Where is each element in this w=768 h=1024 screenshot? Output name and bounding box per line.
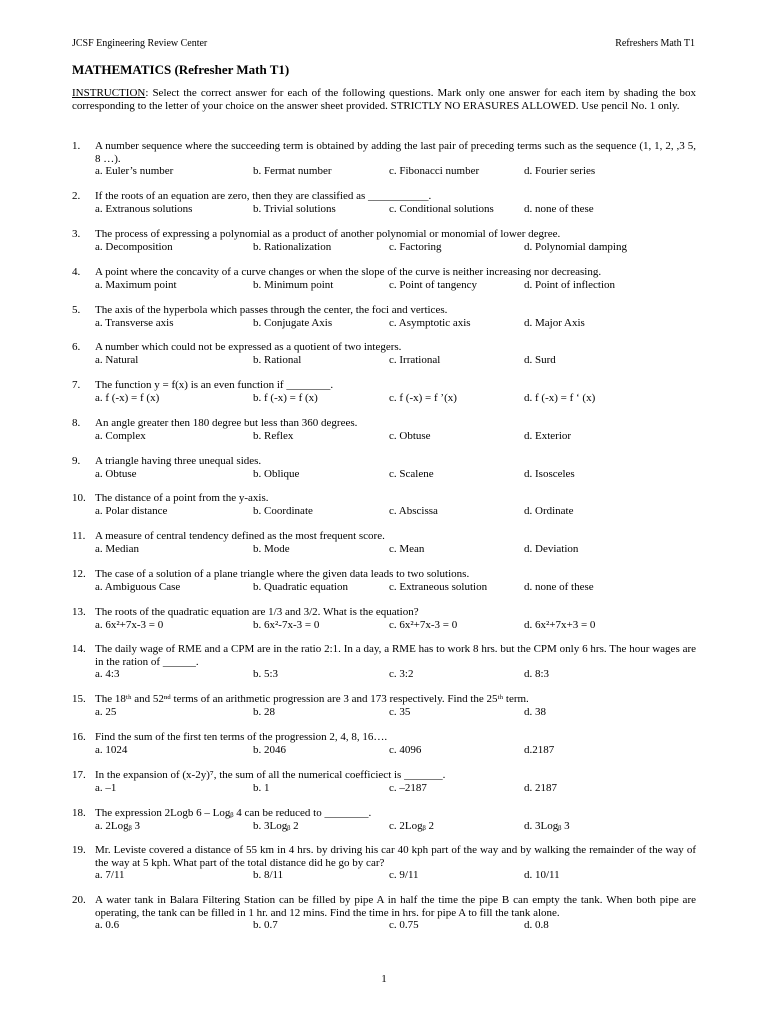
option-d: d. Ordinate bbox=[524, 504, 574, 517]
answer-options bbox=[95, 869, 696, 882]
option-d: d. f (-x) = f ‘ (x) bbox=[524, 391, 596, 404]
answer-options bbox=[95, 317, 696, 330]
question-number: 16. bbox=[72, 731, 86, 743]
page-title: MATHEMATICS (Refresher Math T1) bbox=[72, 62, 290, 77]
option-b: b. 8/11 bbox=[253, 869, 284, 882]
option-d: d. Point of inflection bbox=[524, 278, 616, 291]
question-item bbox=[72, 530, 696, 556]
question-stem: Mr. Leviste covered a distance of 55 km in 4 hrs. by driving his car 40 kph part of the way and by walking the remainder of the way of the way at 5 kph. What part of the total distance did he go by car? bbox=[95, 844, 696, 869]
question-stem: The expression 2Logb 6 – Logᵦ 4 can be reduced to ________. bbox=[95, 807, 372, 819]
option-c: c. –2187 bbox=[389, 781, 427, 794]
answer-options bbox=[95, 543, 696, 556]
answer-options bbox=[95, 203, 696, 216]
question-item bbox=[72, 844, 696, 882]
question-item bbox=[72, 568, 696, 594]
question-number: 4. bbox=[72, 266, 81, 278]
option-a: a. 7/11 bbox=[95, 869, 125, 882]
option-c: c. Extraneous solution bbox=[389, 580, 488, 593]
option-d: d. 0.8 bbox=[524, 919, 549, 932]
question-number: 12. bbox=[72, 568, 86, 580]
instruction-block bbox=[72, 87, 696, 113]
question-stem: A measure of central tendency defined as the most frequent score. bbox=[95, 530, 385, 542]
question-item bbox=[72, 769, 696, 795]
question-item bbox=[72, 492, 696, 518]
question-stem: The daily wage of RME and a CPM are in the ratio 2:1. In a day, a RME has to work 8 hrs. but the CPM only 6 hrs. The hour wages are in the ration of ______. bbox=[95, 643, 696, 668]
answer-options bbox=[95, 241, 696, 254]
question-item bbox=[72, 266, 696, 292]
option-d: d. 3Logᵦ 3 bbox=[524, 819, 570, 832]
question-number: 7. bbox=[72, 379, 81, 391]
question-stem: The 18ᵗʰ and 52ⁿᵈ terms of an arithmetic progression are 3 and 173 respectively. Find the 25ᵗʰ term. bbox=[95, 693, 529, 705]
question-stem: In the expansion of (x-2y)⁷, the sum of all the numerical coefficiect is _______. bbox=[95, 769, 446, 781]
option-b: b. 28 bbox=[253, 705, 275, 718]
option-a: a. 2Logᵦ 3 bbox=[95, 819, 140, 832]
option-c: c. Obtuse bbox=[389, 429, 431, 442]
option-b: b. Trivial solutions bbox=[253, 202, 336, 215]
question-item bbox=[72, 455, 696, 481]
option-a: a. Median bbox=[95, 542, 139, 555]
instruction-text: : Select the correct answer for each of the following questions. Mark only one answer for each item by shading the box corresponding to the letter of your choice on the answer sheet provided. STRICTLY NO ERASURES ALLOWED. Use pencil No. 1 only. bbox=[72, 87, 696, 112]
option-d: d. none of these bbox=[524, 202, 594, 215]
option-a: a. 25 bbox=[95, 705, 117, 718]
option-a: a. 0.6 bbox=[95, 919, 120, 932]
option-b: b. Rationalization bbox=[253, 240, 332, 253]
option-d: d. Deviation bbox=[524, 542, 579, 555]
question-item bbox=[72, 807, 696, 833]
option-a: a. Natural bbox=[95, 353, 139, 366]
option-b: b. Coordinate bbox=[253, 504, 313, 517]
option-c: c. Factoring bbox=[389, 240, 442, 253]
question-number: 13. bbox=[72, 606, 86, 618]
option-c: c. 9/11 bbox=[389, 869, 419, 882]
option-a: a. Extranous solutions bbox=[95, 202, 193, 215]
question-stem: A triangle having three unequal sides. bbox=[95, 455, 262, 467]
option-d: d. Major Axis bbox=[524, 316, 585, 329]
option-b: b. Reflex bbox=[253, 429, 294, 442]
option-c: c. 0.75 bbox=[389, 919, 419, 932]
option-b: b. Fermat number bbox=[253, 165, 332, 178]
option-a: a. Maximum point bbox=[95, 278, 177, 291]
option-d: d.2187 bbox=[524, 743, 555, 756]
question-number: 18. bbox=[72, 807, 86, 819]
option-d: d. Exterior bbox=[524, 429, 572, 442]
answer-options bbox=[95, 782, 696, 795]
option-d: d. 2187 bbox=[524, 781, 557, 794]
answer-options bbox=[95, 744, 696, 757]
question-item bbox=[72, 731, 696, 757]
question-number: 10. bbox=[72, 492, 86, 504]
question-number: 14. bbox=[72, 643, 86, 655]
answer-options bbox=[95, 468, 696, 481]
question-number: 15. bbox=[72, 693, 86, 705]
option-c: c. Asymptotic axis bbox=[389, 316, 471, 329]
answer-options bbox=[95, 919, 696, 932]
option-a: a. 1024 bbox=[95, 743, 128, 756]
answer-options bbox=[95, 279, 696, 292]
option-c: c. Mean bbox=[389, 542, 425, 555]
option-b: b. 0.7 bbox=[253, 919, 278, 932]
question-item bbox=[72, 304, 696, 330]
question-stem: The process of expressing a polynomial as a product of another polynomial or monomial of lower degree. bbox=[95, 228, 561, 240]
option-c: c. Irrational bbox=[389, 353, 441, 366]
option-a: a. 4:3 bbox=[95, 668, 120, 681]
question-number: 9. bbox=[72, 455, 81, 467]
option-b: b. Conjugate Axis bbox=[253, 316, 333, 329]
option-c: c. 6x²+7x-3 = 0 bbox=[389, 618, 458, 631]
question-number: 3. bbox=[72, 228, 81, 240]
option-a: a. Complex bbox=[95, 429, 146, 442]
option-b: b. Minimum point bbox=[253, 278, 334, 291]
question-number: 1. bbox=[72, 140, 81, 152]
option-a: a. Transverse axis bbox=[95, 316, 174, 329]
option-d: d. Fourier series bbox=[524, 165, 596, 178]
option-b: b. f (-x) = f (x) bbox=[253, 391, 318, 404]
question-item bbox=[72, 643, 696, 681]
answer-options bbox=[95, 430, 696, 443]
option-c: c. f (-x) = f ’(x) bbox=[389, 391, 457, 404]
option-c: c. 4096 bbox=[389, 743, 422, 756]
question-stem: A number which could not be expressed as a quotient of two integers. bbox=[95, 341, 402, 353]
answer-options bbox=[95, 581, 696, 594]
question-stem: The axis of the hyperbola which passes through the center, the foci and vertices. bbox=[95, 304, 448, 316]
question-number: 8. bbox=[72, 417, 81, 429]
question-number: 11. bbox=[72, 530, 86, 542]
question-item bbox=[72, 379, 696, 405]
question-number: 19. bbox=[72, 844, 86, 856]
option-d: d. 10/11 bbox=[524, 869, 560, 882]
question-item bbox=[72, 693, 696, 719]
question-stem: The function y = f(x) is an even function if ________. bbox=[95, 379, 334, 391]
option-a: a. f (-x) = f (x) bbox=[95, 391, 160, 404]
question-item bbox=[72, 606, 696, 632]
option-a: a. –1 bbox=[95, 781, 117, 794]
header-right: Refreshers Math T1 bbox=[615, 38, 695, 49]
page-number: 1 bbox=[381, 973, 387, 985]
answer-options bbox=[95, 706, 696, 719]
option-c: c. 35 bbox=[389, 705, 411, 718]
answer-options bbox=[95, 619, 696, 632]
option-b: b. Quadratic equation bbox=[253, 580, 348, 593]
option-c: c. Point of tangency bbox=[389, 278, 477, 291]
answer-options bbox=[95, 354, 696, 367]
option-b: b. 3Logᵦ 2 bbox=[253, 819, 299, 832]
option-d: d. 6x²+7x+3 = 0 bbox=[524, 618, 596, 631]
option-a: a. Euler’s number bbox=[95, 165, 174, 178]
option-b: b. Rational bbox=[253, 353, 302, 366]
option-b: b. 2046 bbox=[253, 743, 286, 756]
option-d: d. none of these bbox=[524, 580, 594, 593]
question-number: 17. bbox=[72, 769, 86, 781]
question-stem: If the roots of an equation are zero, then they are classified as ___________. bbox=[95, 190, 432, 202]
question-stem: The distance of a point from the y-axis. bbox=[95, 492, 269, 504]
question-stem: Find the sum of the first ten terms of the progression 2, 4, 8, 16…. bbox=[95, 731, 388, 743]
question-item bbox=[72, 894, 696, 932]
question-number: 20. bbox=[72, 894, 86, 906]
option-c: c. 2Logᵦ 2 bbox=[389, 819, 434, 832]
option-a: a. Decomposition bbox=[95, 240, 173, 253]
answer-options bbox=[95, 165, 696, 178]
question-number: 2. bbox=[72, 190, 81, 202]
answer-options bbox=[95, 668, 696, 681]
question-stem: The roots of the quadratic equation are 1/3 and 3/2. What is the equation? bbox=[95, 606, 419, 618]
question-item bbox=[72, 228, 696, 254]
question-stem: A water tank in Balara Filtering Station can be filled by pipe A in half the time the pipe B can empty the tank. When both pipe are operating, the tank can be filled in 1 hr. and 12 mins. Find the time in hrs. for pipe A to fill the tank alone. bbox=[95, 894, 696, 919]
option-d: d. Isosceles bbox=[524, 467, 575, 480]
option-d: d. 38 bbox=[524, 705, 546, 718]
question-stem: An angle greater then 180 degree but less than 360 degrees. bbox=[95, 417, 358, 429]
answer-options bbox=[95, 820, 696, 833]
answer-options bbox=[95, 392, 696, 405]
option-a: a. Ambiguous Case bbox=[95, 580, 181, 593]
question-item bbox=[72, 341, 696, 367]
option-c: c. 3:2 bbox=[389, 668, 414, 681]
header-left: JCSF Engineering Review Center bbox=[72, 38, 208, 49]
instruction-label: INSTRUCTION bbox=[72, 87, 146, 99]
option-c: c. Fibonacci number bbox=[389, 165, 480, 178]
question-item bbox=[72, 417, 696, 443]
option-c: c. Abscissa bbox=[389, 504, 438, 517]
option-a: a. Obtuse bbox=[95, 467, 137, 480]
option-c: c. Scalene bbox=[389, 467, 434, 480]
option-b: b. 1 bbox=[253, 781, 270, 794]
answer-options bbox=[95, 505, 696, 518]
option-d: d. Polynomial damping bbox=[524, 240, 627, 253]
option-d: d. 8:3 bbox=[524, 668, 550, 681]
option-a: a. 6x²+7x-3 = 0 bbox=[95, 618, 164, 631]
option-a: a. Polar distance bbox=[95, 504, 168, 517]
question-number: 6. bbox=[72, 341, 81, 353]
option-b: b. Mode bbox=[253, 542, 290, 555]
question-stem: The case of a solution of a plane triangle where the given data leads to two solutions. bbox=[95, 568, 470, 580]
option-b: b. 6x²-7x-3 = 0 bbox=[253, 618, 320, 631]
option-b: b. Oblique bbox=[253, 467, 300, 480]
question-item bbox=[72, 190, 696, 216]
question-stem: A number sequence where the succeeding term is obtained by adding the last pair of preceding terms such as the sequence (1, 1, 2, ,3 5, 8 …). bbox=[95, 140, 696, 165]
option-b: b. 5:3 bbox=[253, 668, 279, 681]
question-number: 5. bbox=[72, 304, 81, 316]
option-d: d. Surd bbox=[524, 353, 556, 366]
question-stem: A point where the concavity of a curve changes or when the slope of the curve is neither increasing nor decreasing. bbox=[95, 266, 602, 278]
question-item bbox=[72, 140, 696, 178]
option-c: c. Conditional solutions bbox=[389, 202, 494, 215]
